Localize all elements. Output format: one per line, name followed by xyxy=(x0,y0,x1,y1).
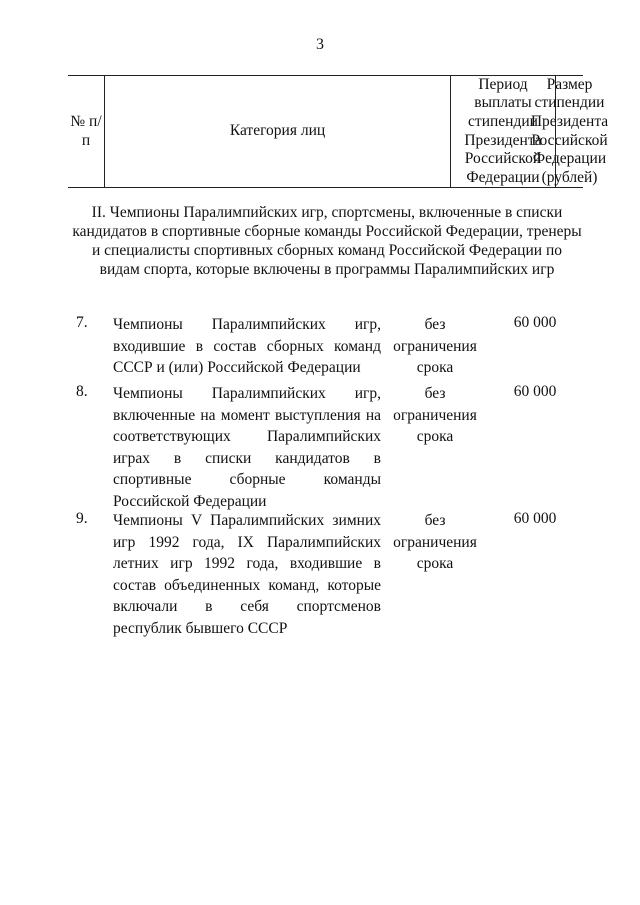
header-period: Период выплаты стипендии Президента Российской Федерации xyxy=(464,75,542,186)
row-description: Чемпионы Паралимпийских игр, включенные на момент выступления на соответствующих Паралимпийских играх в списки кандидатов в спортивные сборные команды Российской Федерации xyxy=(113,385,381,510)
row-description: Чемпионы V Паралимпийских зимних игр 1992 года, IX Паралимпийских летних игр 1992 года, входившие в состав объединенных команд, которые включали в себя спортсменов республик бывшего СССР xyxy=(113,512,381,637)
table-header xyxy=(68,75,609,188)
row-number: 8. xyxy=(76,383,88,400)
header-category: Категория лиц xyxy=(229,122,326,140)
header-amount: Размер стипендии Президента Российской Федерации (рублей) xyxy=(530,75,609,186)
row-period: без ограничения срока xyxy=(393,385,477,445)
row-amount: 60 000 xyxy=(513,383,557,400)
section-title: II. Чемпионы Паралимпийских игр, спортсмены, включенные в списки кандидатов в спортивные сборные команды Российской Федерации, тренеры и специалисты спортивных сборных команд Российской Федерации по видам спорта, которые включены в программы Паралимпийских игр xyxy=(72,204,582,278)
row-number: 9. xyxy=(76,510,88,527)
row-amount: 60 000 xyxy=(513,314,557,331)
row-period: без ограничения срока xyxy=(393,316,477,376)
header-number: № п/п xyxy=(70,112,102,149)
row-description: Чемпионы Паралимпийских игр, входившие в состав сборных команд СССР и (или) Российской Федерации xyxy=(113,316,381,376)
row-amount: 60 000 xyxy=(513,510,557,527)
row-period: без ограничения срока xyxy=(393,512,477,572)
row-number: 7. xyxy=(76,314,88,331)
page-number: 3 xyxy=(316,36,324,53)
